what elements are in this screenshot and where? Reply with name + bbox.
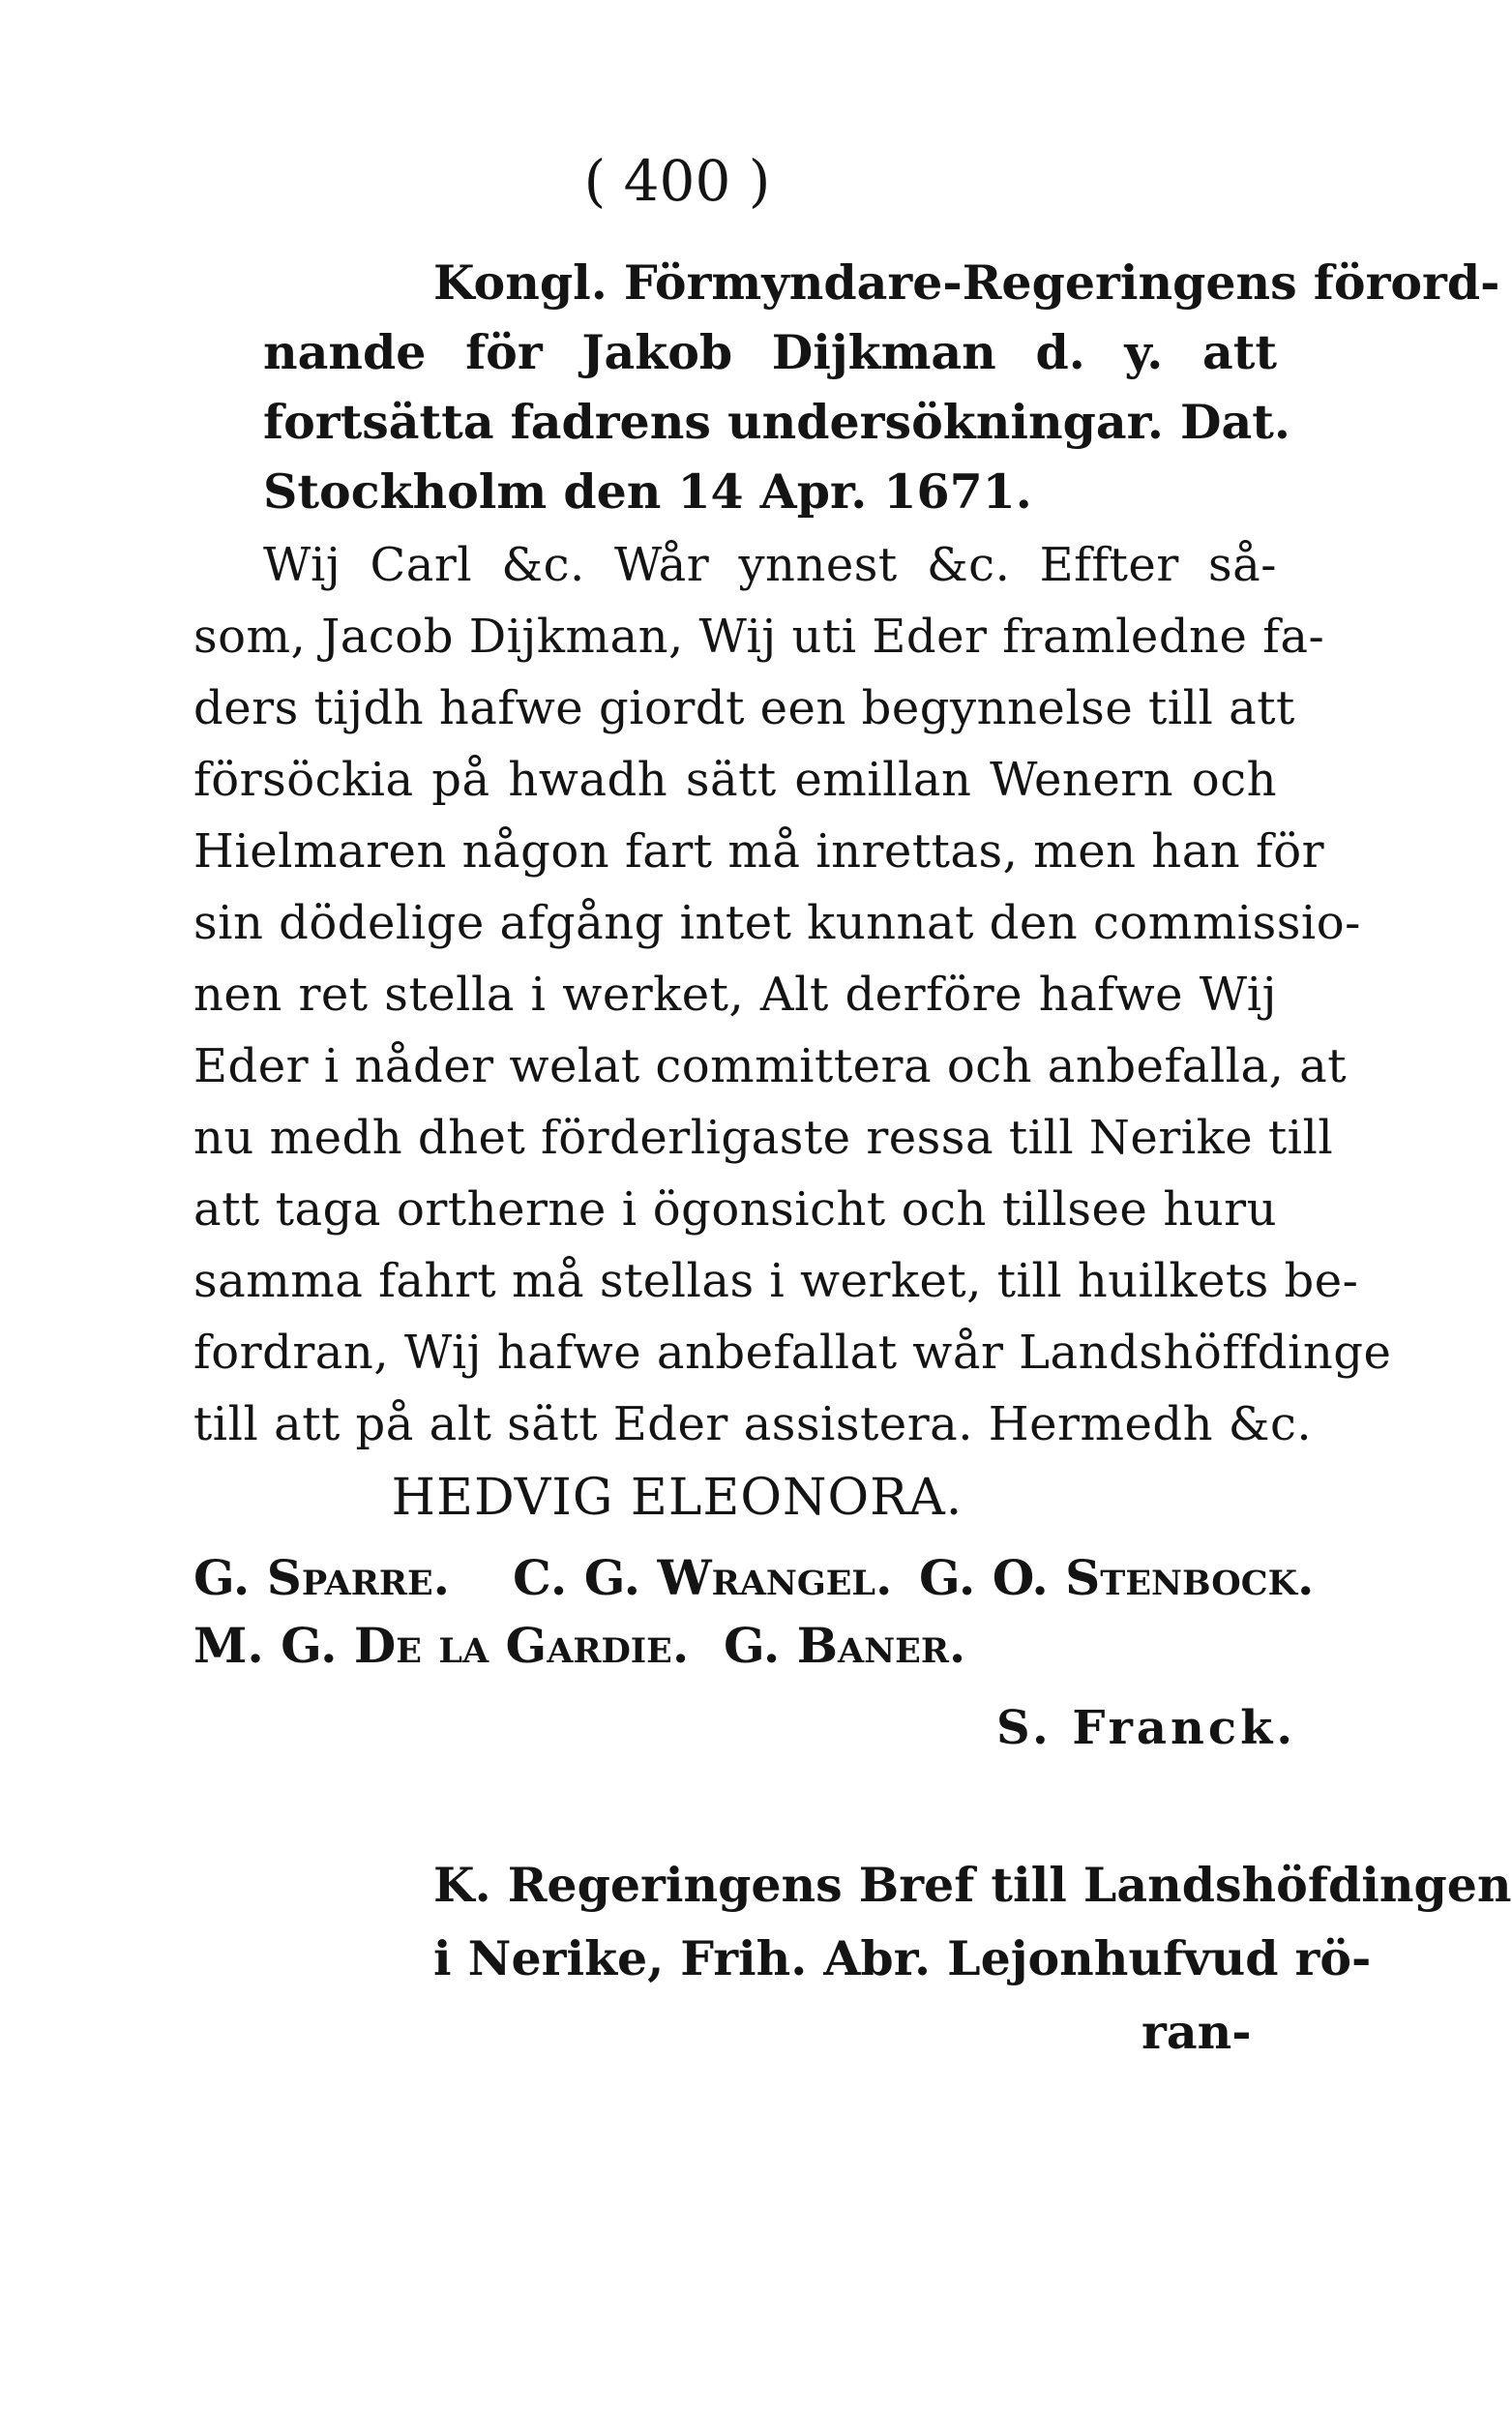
signature-stenbock: G. O. Stenbock. bbox=[919, 1549, 1315, 1606]
signature-main: HEDVIG ELEONORA. bbox=[391, 1469, 964, 1527]
body-line-4: försöckia på hwadh sätt emillan Wenern och bbox=[193, 753, 1277, 807]
signature-wrangel: C. G. Wrangel. bbox=[513, 1549, 893, 1606]
body-line-9: nu medh dhet förderligaste ressa till Nerike till bbox=[193, 1111, 1334, 1165]
signature-sparre: G. Sparre. bbox=[193, 1549, 451, 1606]
body-line-5: Hielmaren någon fart må inrettas, men han för bbox=[193, 824, 1325, 879]
next-heading-line-2: i Nerike, Frih. Abr. Lejonhufvud rö- bbox=[433, 1930, 1372, 1986]
heading-line-4: Stockholm den 14 Apr. 1671. bbox=[263, 463, 1032, 520]
next-heading-line-1: K. Regeringens Bref till Landshöfdingen bbox=[433, 1857, 1512, 1913]
body-line-1: Wij Carl &c. Wår ynnest &c. Effter så- bbox=[263, 538, 1277, 592]
heading-line-3: fortsätta fadrens undersökningar. Dat. bbox=[263, 394, 1290, 450]
body-line-8: Eder i nåder welat committera och anbefalla, at bbox=[193, 1039, 1348, 1093]
body-line-7: nen ret stella i werket, Alt derföre hafwe Wij bbox=[193, 968, 1277, 1022]
signature-secretary: S. Franck. bbox=[996, 1701, 1297, 1755]
next-heading-catchword: ran- bbox=[1141, 2004, 1252, 2060]
signature-baner: G. Baner. bbox=[724, 1617, 966, 1674]
body-line-11: samma fahrt må stellas i werket, till huilkets be- bbox=[193, 1254, 1359, 1308]
body-line-3: ders tijdh hafwe giordt een begynnelse till att bbox=[193, 681, 1295, 735]
page-number: ( 400 ) bbox=[583, 148, 771, 214]
body-line-12: fordran, Wij hafwe anbefallat wår Landshöffdinge bbox=[193, 1326, 1392, 1380]
body-line-6: sin dödelige afgång intet kunnat den commissio- bbox=[193, 896, 1361, 950]
body-line-10: att taga ortherne i ögonsicht och tillsee huru bbox=[193, 1182, 1277, 1237]
body-line-13: till att på alt sätt Eder assistera. Hermedh &c. bbox=[193, 1397, 1313, 1451]
signature-de-la-gardie: M. G. De la Gardie. bbox=[193, 1617, 690, 1674]
body-line-2: som, Jacob Dijkman, Wij uti Eder framledne fa- bbox=[193, 610, 1325, 664]
heading-line-2: nande för Jakob Dijkman d. y. att bbox=[263, 324, 1277, 380]
heading-line-1: Kongl. Förmyndare-Regeringens förord- bbox=[433, 254, 1500, 311]
